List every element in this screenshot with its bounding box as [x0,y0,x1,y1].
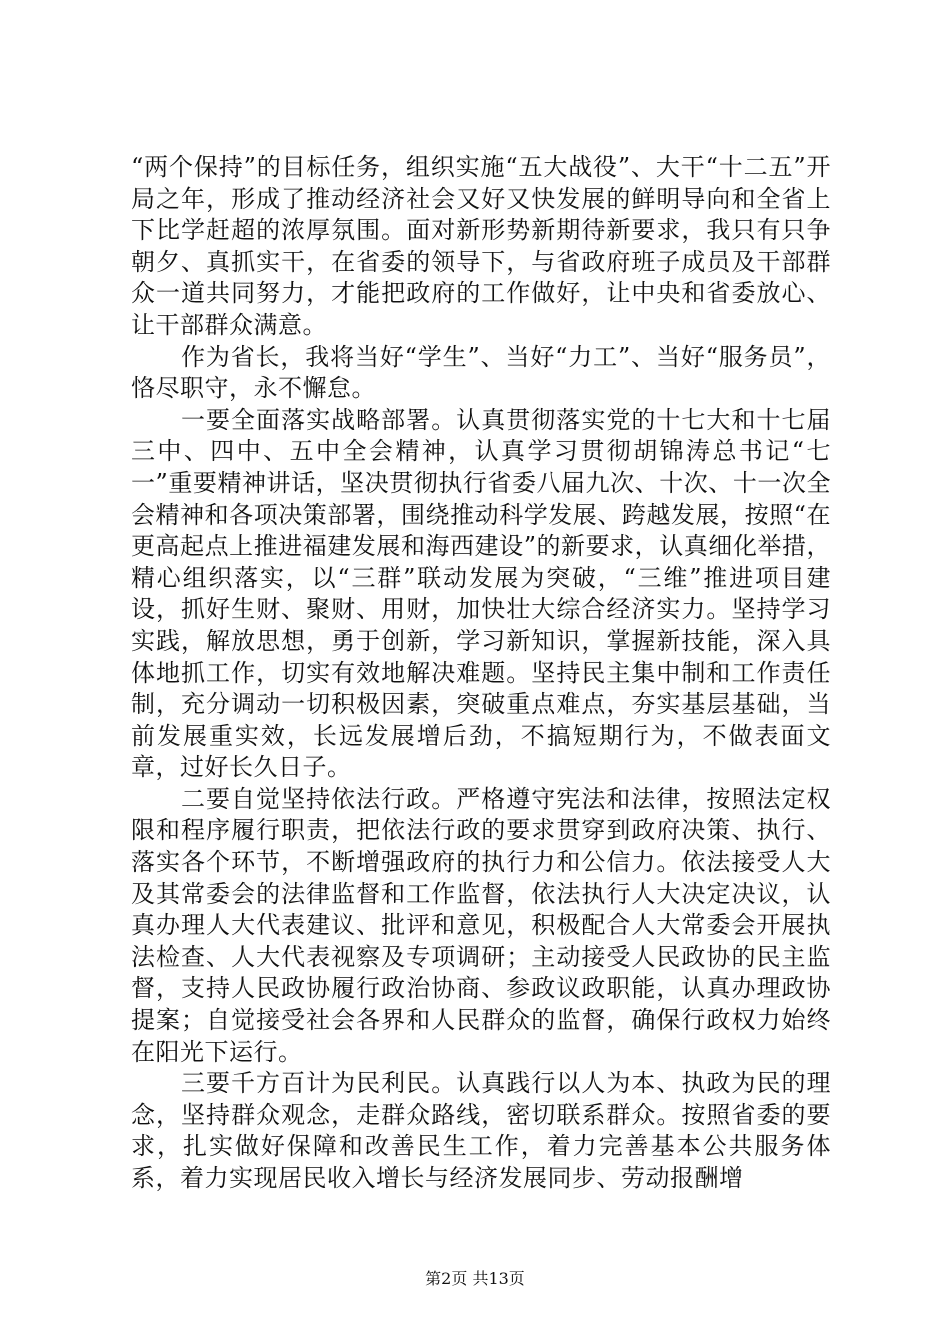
paragraph-4: 二要自觉坚持依法行政。严格遵守宪法和法律，按照法定权限和程序履行职责，把依法行政的要求贯穿到政府决策、执行、落实各个环节，不断增强政府的执行力和公信力。依法接受人大及其常委会的法律监督和工作监督，依法执行人大决定决议，认真办理人大代表建议、批评和意见，积极配合人大常委会开展执法检查、人大代表视察及专项调研；主动接受人民政协的民主监督，支持人民政协履行政治协商、参政议政职能，认真办理政协提案；自觉接受社会各界和人民群众的监督，确保行政权力始终在阳光下运行。 [131,784,831,1066]
page-number-label: 第2页 共13页 [425,1269,525,1288]
document-body [131,152,831,1195]
paragraph-1: “两个保持”的目标任务，组织实施“五大战役”、大干“十二五”开局之年，形成了推动经济社会又好又快发展的鲜明导向和全省上下比学赶超的浓厚氛围。面对新形势新期待新要求，我只有只争朝夕、真抓实干，在省委的领导下，与省政府班子成员及干部群众一道共同努力，才能把政府的工作做好，让中央和省委放心、让干部群众满意。 [131,153,831,339]
paragraph-2: 作为省长，我将当好“学生”、当好“力工”、当好“服务员”，恪尽职守，永不懈怠。 [131,342,831,403]
paragraph-3: 一要全面落实战略部署。认真贯彻落实党的十七大和十七届三中、四中、五中全会精神，认真学习贯彻胡锦涛总书记“七一”重要精神讲话，坚决贯彻执行省委八届九次、十次、十一次全会精神和各项决策部署，围绕推动科学发展、跨越发展，按照“在更高起点上推进福建发展和海西建设”的新要求，认真细化举措，精心组织落实，以“三群”联动发展为突破，“三维”推进项目建设，抓好生财、聚财、用财，加快壮大综合经济实力。坚持学习实践，解放思想，勇于创新，学习新知识，掌握新技能，深入具体地抓工作，切实有效地解决难题。坚持民主集中制和工作责任制，充分调动一切积极因素，突破重点难点，夯实基层基础，当前发展重实效，长远发展增后劲，不搞短期行为，不做表面文章，过好长久日子。 [131,405,831,782]
page-footer [0,1268,950,1290]
paragraph-5: 三要千方百计为民利民。认真践行以人为本、执政为民的理念，坚持群众观念，走群众路线，密切联系群众。按照省委的要求，扎实做好保障和改善民生工作，着力完善基本公共服务体系，着力实现居民收入增长与经济发展同步、劳动报酬增 [131,1069,831,1192]
